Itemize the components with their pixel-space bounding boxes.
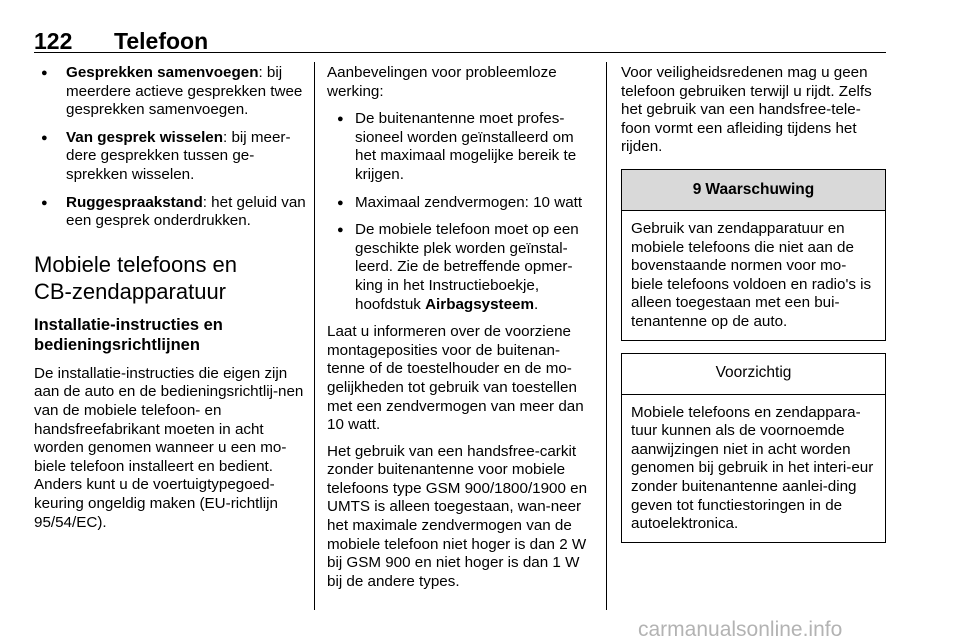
list-item <box>327 194 593 213</box>
page-title: Telefoon <box>114 28 209 54</box>
caution-text: Mobiele telefoons en zendappara-tuur kunnen als de voornoemde aanwijzingen niet in acht worden genomen bij gebruik in het interi-eur zonder buitenantenne aanlei-ding geven tot functiestoringen in de autoelektronica. <box>631 403 874 533</box>
list-item <box>34 194 306 231</box>
subheading <box>34 315 306 355</box>
list-text: : bij meerdere actieve gesprekken twee gesprekken samenvoegen. <box>66 64 303 119</box>
column-divider <box>606 62 607 610</box>
section-heading-line: Mobiele telefoons en <box>34 251 238 277</box>
warning-icon: 9 <box>692 180 702 198</box>
column-middle <box>327 64 593 599</box>
list-term: Ruggespraakstand <box>66 193 203 211</box>
subheading-line: Installatie-instructies en <box>34 315 223 334</box>
caution-header <box>622 354 885 395</box>
list-text: Maximaal zendvermogen: 10 watt <box>355 193 583 211</box>
column-divider <box>314 62 315 610</box>
subheading-line: bedieningsrichtlijnen <box>34 335 200 354</box>
list-term: Van gesprek wisselen <box>66 128 224 146</box>
list-item <box>34 129 306 185</box>
page-header <box>34 28 886 53</box>
body-paragraph: Voor veiligheidsredenen mag u geen telefoon gebruiken terwijl u rijdt. Zelfs het gebruik van een handsfree-tele-foon vormt een afleiding tijdens het rijden. <box>621 64 872 156</box>
list-text: De mobiele telefoon moet op een geschikte plek worden geïnstal-leerd. Zie de betreffende opmer-king in het Instructieboekje, hoofdstuk <box>355 221 579 313</box>
warning-box <box>621 169 886 341</box>
list-text: : het geluid van een gesprek onderdrukken. <box>66 193 306 230</box>
page-number: 122 <box>34 28 73 54</box>
section-heading-line: CB-zendapparatuur <box>34 278 227 304</box>
warning-text: Gebruik van zendapparatuur en mobiele telefoons die niet aan de bovenstaande normen voor mo-biele telefoons voldoen en radio's is alleen toegestaan met een bui-tenantenne op de auto. <box>631 219 872 330</box>
section-heading <box>34 251 306 305</box>
list-item <box>327 221 593 314</box>
caution-title: Voorzichtig <box>715 364 792 382</box>
list-text: . <box>534 295 539 313</box>
warning-title: Waarschuwing <box>705 180 815 198</box>
list-text: : bij meer-dere gesprekken tussen ge-sprekken wisselen. <box>66 128 291 183</box>
list-text: De buitenantenne moet profes-sioneel worden geïnstalleerd om het maximaal mogelijke bereik te krijgen. <box>355 110 577 183</box>
column-right <box>621 64 886 543</box>
body-paragraph: De installatie-instructies die eigen zijn aan de auto en de bedieningsrichtlij-nen van de mobiele telefoon- en handsfreefabrikant moeten in acht worden genomen wanneer u een mo-biele telefoon installeert en bedient. Anders kunt u de voertuigtypegoed-keuring ongeldig maken (EU-richtlijn 95/54/EC). <box>34 364 304 531</box>
recommendation-list <box>327 110 593 314</box>
list-term: Gesprekken samenvoegen <box>66 64 259 81</box>
feature-list <box>34 64 306 231</box>
list-item <box>34 64 306 120</box>
list-item <box>327 110 593 184</box>
body-paragraph: Laat u informeren over de voorziene montageposities voor de buitenan-tenne of de toestelhouder en de mo-gelijkheden tot gebruik van toestellen met een zendvermogen van meer dan 10 watt. <box>327 323 584 434</box>
column-left <box>34 64 306 540</box>
watermark: carmanualsonline.info <box>638 618 843 641</box>
body-paragraph: Aanbevelingen voor probleemloze werking: <box>327 64 557 100</box>
list-term: Airbagsysteem <box>425 295 534 313</box>
caution-box <box>621 353 886 543</box>
body-paragraph: Het gebruik van een handsfree-carkit zonder buitenantenne voor mobiele telefoons type GSM 900/1800/1900 en UMTS is alleen toegestaan, wan-neer het maximale zendvermogen van de mobiele telefoon niet hoger is dan 2 W bij GSM 900 en niet hoger is dan 1 W bij de andere types. <box>327 442 588 590</box>
warning-header <box>622 170 885 211</box>
